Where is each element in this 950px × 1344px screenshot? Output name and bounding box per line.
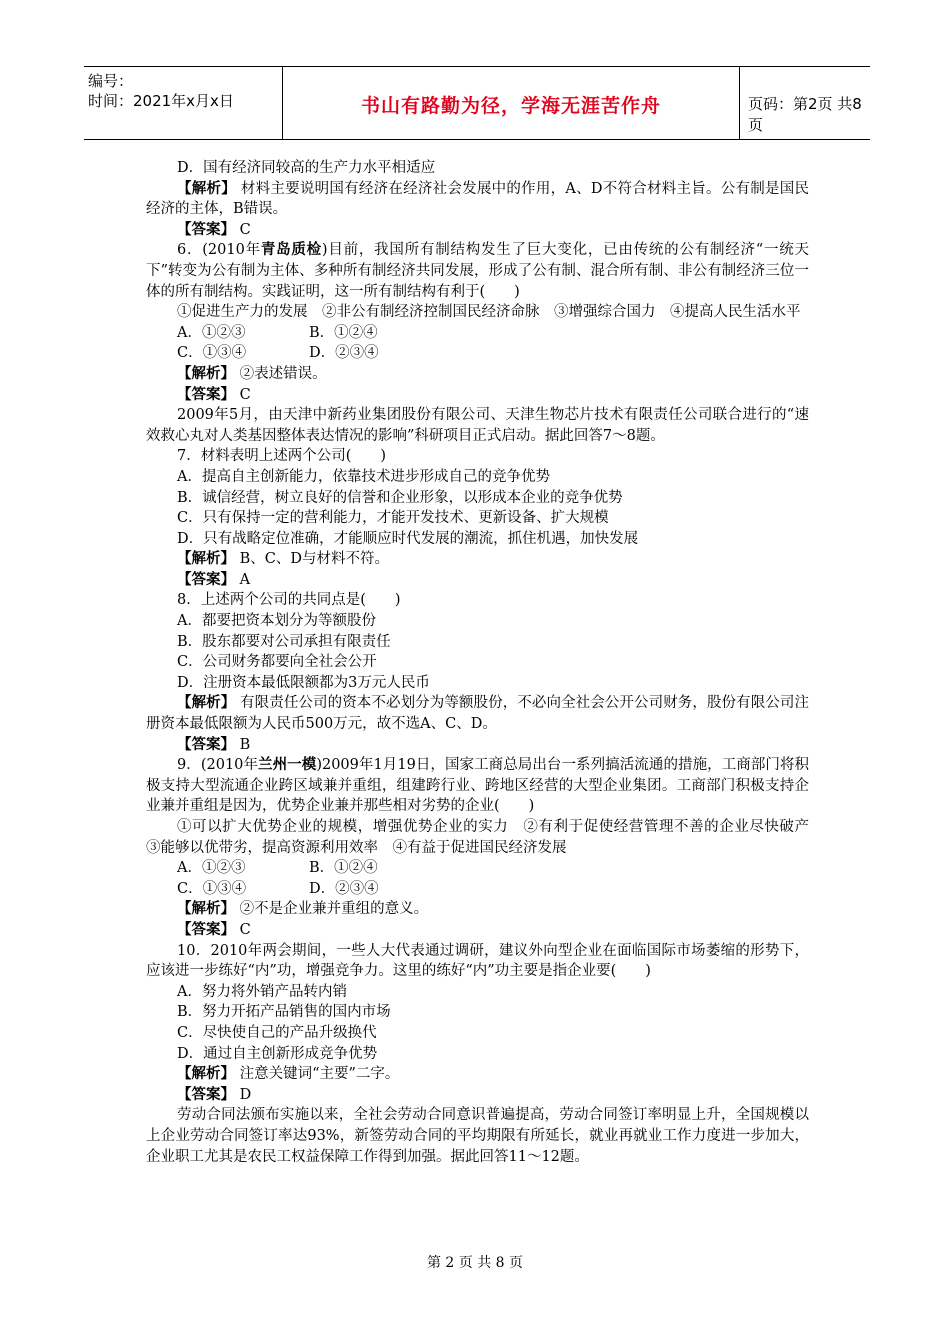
page-header	[84, 66, 870, 140]
analysis-text: 材料主要说明国有经济在经济社会发展中的作用，A、D不符合材料主旨。公有制是国民经济的主体，B错误。	[146, 180, 810, 218]
analysis-line	[146, 693, 809, 734]
question-source: 青岛质检	[260, 242, 322, 259]
answer-line	[146, 735, 809, 756]
header-page-number: 页码：第2页 共8页	[748, 95, 862, 134]
answer-text: A	[235, 571, 251, 588]
analysis-line	[146, 899, 809, 920]
paragraph: 劳动合同法颁布实施以来，全社会劳动合同意识普遍提高，劳动合同签订率明显上升，全国规模以上企业劳动合同签订率达93%，新签劳动合同的平均期限有所延长，就业再就业工作力度进一步加大，企业职工尤其是农民工权益保障工作得到加强。据此回答11～12题。	[146, 1107, 809, 1165]
analysis-tag: 【解析】	[177, 551, 235, 568]
option-left: C．①③④	[177, 880, 247, 897]
text-line: A．提高自主创新能力，依靠技术进步形成自己的竞争优势	[177, 468, 550, 485]
question-text: )目前，我国所有制结构发生了巨大变化，已由传统的公有制经济“一统天下”转变为公有制为主体、多种所有制经济共同发展，形成了公有制、混合所有制、非公有制经济三位一体的所有制结构。实践证明，这一所有制结构有利于( )	[146, 242, 809, 300]
option-row	[146, 323, 809, 344]
text-line: B．诚信经营，树立良好的信誉和企业形象，以形成本企业的竞争优势	[177, 489, 623, 506]
text-line: C．公司财务都要向全社会公开	[177, 654, 377, 671]
analysis-text: 注意关键词“主要”二字。	[235, 1066, 400, 1083]
text-line: C．尽快使自己的产品升级换代	[177, 1024, 377, 1041]
answer-text: C	[235, 386, 251, 403]
answer-line	[146, 1085, 809, 1106]
answer-line	[146, 570, 809, 591]
text-line: C．只有保持一定的营利能力，才能开发技术、更新设备、扩大规模	[177, 510, 609, 527]
text-line: 7．材料表明上述两个公司( )	[177, 448, 387, 465]
option-row	[146, 343, 809, 364]
answer-tag: 【答案】	[177, 921, 235, 938]
option-right: D．②③④	[309, 345, 379, 362]
header-left-cell	[84, 67, 283, 139]
analysis-tag: 【解析】	[177, 1066, 235, 1083]
analysis-tag: 【解析】	[177, 180, 237, 197]
text-line: B．股东都要对公司承担有限责任	[177, 633, 391, 650]
document-number-label: 编号：	[88, 72, 134, 90]
text-line: D．国有经济同较高的生产力水平相适应	[177, 160, 436, 176]
answer-tag: 【答案】	[177, 736, 235, 753]
answer-text: C	[235, 921, 251, 938]
analysis-tag: 【解析】	[177, 365, 235, 382]
question-text: )2009年1月19日，国家工商总局出台一系列搞活流通的措施，工商部门将积极支持大型流通企业跨区域兼并重组，组建跨行业、跨地区经营的大型企业集团。工商部门积极支持企业兼并重组是因为，优势企业兼并那些相对劣势的企业( )	[146, 757, 810, 815]
answer-tag: 【答案】	[177, 571, 235, 588]
analysis-tag: 【解析】	[177, 901, 235, 918]
text-line: D．通过自主创新形成竞争优势	[177, 1045, 378, 1062]
option-row	[146, 858, 809, 879]
analysis-line	[146, 179, 809, 220]
answer-tag: 【答案】	[177, 1086, 235, 1103]
question-prefix: 6．(2010年	[177, 242, 261, 259]
option-right: B．①②④	[309, 324, 378, 341]
answer-line	[146, 920, 809, 941]
paragraph: ①可以扩大优势企业的规模，增强优势企业的实力 ②有利于促使经营管理不善的企业尽快破产 ③能够以优带劣，提高资源利用效率 ④有益于促进国民经济发展	[146, 819, 824, 856]
answer-line	[146, 220, 809, 241]
text-line: D．只有战略定位准确，才能顺应时代发展的潮流，抓住机遇，加快发展	[177, 530, 639, 547]
option-right: B．①②④	[309, 860, 378, 877]
header-motto-cell	[283, 67, 740, 139]
page-footer: 第 2 页 共 8 页	[426, 1255, 524, 1271]
analysis-text: 有限责任公司的资本不必划分为等额股份，不必向全社会公开公司财务，股份有限公司注册资本最低限额为人民币500万元，故不选A、C、D。	[146, 695, 810, 733]
analysis-line	[146, 364, 809, 385]
text-line: 8．上述两个公司的共同点是( )	[177, 592, 401, 609]
question-stem	[146, 755, 809, 817]
document-date-label: 时间：2021年x月x日	[88, 92, 234, 110]
answer-tag: 【答案】	[177, 221, 235, 238]
header-motto: 书山有路勤为径，学海无涯苦作舟	[360, 95, 661, 117]
answer-text: C	[235, 221, 251, 238]
option-row	[146, 879, 809, 900]
option-left: A．①②③	[177, 860, 246, 877]
header-page-cell	[740, 67, 870, 139]
question-stem	[146, 240, 809, 302]
analysis-text: ②不是企业兼并重组的意义。	[235, 901, 429, 918]
answer-tag: 【答案】	[177, 386, 235, 403]
analysis-line	[146, 1064, 809, 1085]
paragraph: ①促进生产力的发展 ②非公有制经济控制国民经济命脉 ③增强综合国力 ④提高人民生活水平	[177, 304, 801, 321]
document-body	[146, 158, 824, 1167]
analysis-text: ②表述错误。	[235, 365, 327, 382]
option-right: D．②③④	[309, 880, 379, 897]
analysis-text: B、C、D与材料不符。	[235, 551, 389, 568]
question-prefix: 9．(2010年	[177, 757, 259, 774]
option-left: A．①②③	[177, 324, 246, 341]
paragraph: 10．2010年两会期间，一些人大代表通过调研，建议外向型企业在面临国际市场萎缩的形势下，应该进一步练好“内”功，增强竞争力。这里的练好“内”功主要是指企业要( )	[146, 942, 809, 980]
text-line: B．努力开拓产品销售的国内市场	[177, 1004, 391, 1021]
answer-text: D	[235, 1086, 252, 1103]
option-left: C．①③④	[177, 345, 247, 362]
question-source: 兰州一模	[258, 757, 317, 774]
paragraph: 2009年5月，由天津中新药业集团股份有限公司、天津生物芯片技术有限责任公司联合进行的“速效救心丸对人类基因整体表达情况的影响”科研项目正式启动。据此回答7～8题。	[146, 407, 809, 444]
analysis-tag: 【解析】	[177, 695, 236, 712]
text-line: D．注册资本最低限额都为3万元人民币	[177, 674, 430, 691]
text-line: A．都要把资本划分为等额股份	[177, 613, 376, 630]
text-line: A．努力将外销产品转内销	[177, 983, 347, 1000]
analysis-line	[146, 549, 809, 570]
answer-line	[146, 385, 809, 406]
answer-text: B	[235, 736, 251, 753]
